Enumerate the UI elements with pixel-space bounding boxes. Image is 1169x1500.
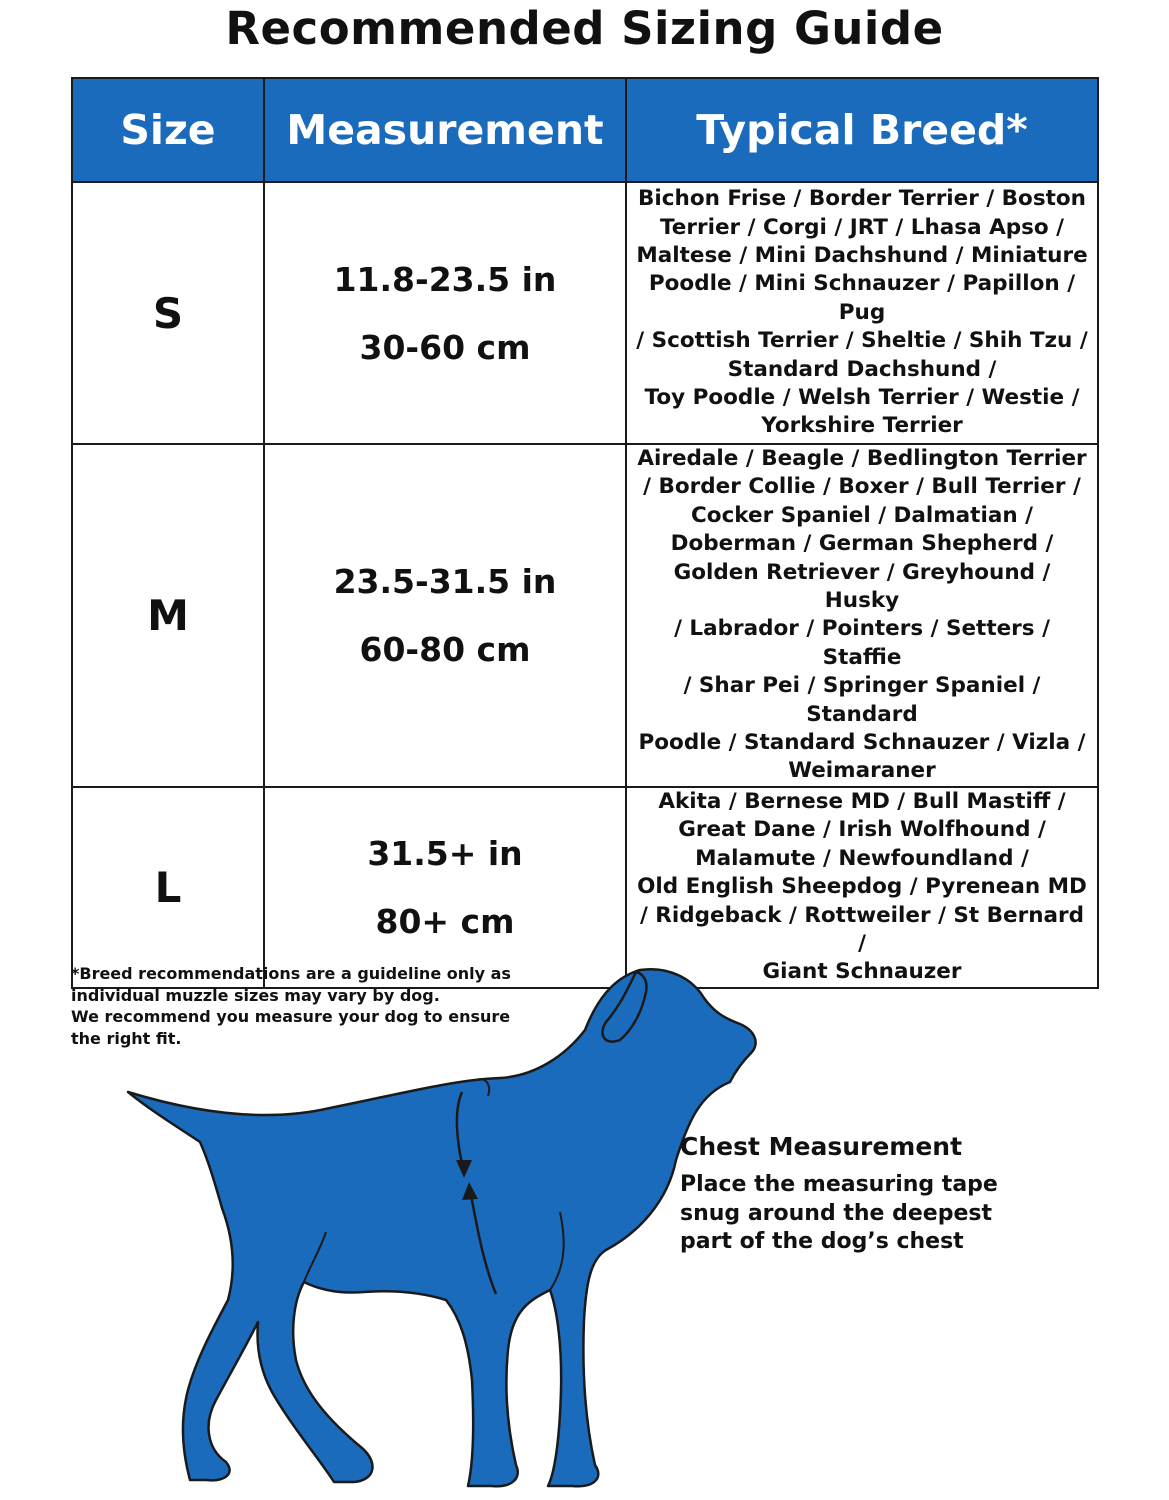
measurement-cm: 80+ cm	[375, 901, 515, 941]
dog-body	[128, 969, 756, 1486]
breed-footnote: *Breed recommendations are a guideline only as individual muzzle sizes may vary by dog. We recommend you measure your dog to ensure the right fit.	[71, 964, 511, 1048]
measurement-cm: 60-80 cm	[359, 629, 531, 669]
measurement-cm: 30-60 cm	[359, 327, 531, 367]
measurement-inches: 31.5+ in	[367, 833, 523, 873]
header-breed: Typical Breed*	[626, 78, 1098, 182]
header-size: Size	[72, 78, 264, 182]
page-title: Recommended Sizing Guide	[225, 2, 944, 55]
sizing-table	[71, 77, 1099, 989]
table-header-row	[72, 78, 1098, 182]
measurement-inches: 11.8-23.5 in	[333, 259, 557, 299]
measurement-cell	[264, 444, 626, 787]
measurement-cell	[264, 787, 626, 988]
size-cell: M	[72, 444, 264, 787]
chest-measurement-title: Chest Measurement	[680, 1132, 963, 1161]
chest-measurement-instructions: Place the measuring tape snug around the deepest part of the dog’s chest	[680, 1172, 998, 1254]
breed-list-cell: Bichon Frise / Border Terrier / Boston Terrier / Corgi / JRT / Lhasa Apso / Maltese / Mini Dachshund / Miniature Poodle / Mini Schnauzer / Papillon / Pug / Scottish Terrier / Sheltie / Shih Tzu / Standard Dachshund / Toy Poodle / Welsh Terrier / Westie / Yorkshire Terrier	[626, 182, 1098, 444]
measurement-cell	[264, 182, 626, 444]
table-row	[72, 787, 1098, 988]
breed-list-cell: Airedale / Beagle / Bedlington Terrier / Border Collie / Boxer / Bull Terrier / Cocker Spaniel / Dalmatian / Doberman / German Shepherd / Golden Retriever / Greyhound / Husky / Labrador / Pointers / Setters / Staffie / Shar Pei / Springer Spaniel / Standard Poodle / Standard Schnauzer / Vizla / Weimaraner	[626, 444, 1098, 787]
size-cell: L	[72, 787, 264, 988]
size-cell: S	[72, 182, 264, 444]
header-measurement: Measurement	[264, 78, 626, 182]
measurement-inches: 23.5-31.5 in	[333, 561, 557, 601]
table-row	[72, 182, 1098, 444]
table-row	[72, 444, 1098, 787]
breed-list-cell: Akita / Bernese MD / Bull Mastiff / Great Dane / Irish Wolfhound / Malamute / Newfoundland / Old English Sheepdog / Pyrenean MD / Ridgeback / Rottweiler / St Bernard / Giant Schnauzer	[626, 787, 1098, 988]
